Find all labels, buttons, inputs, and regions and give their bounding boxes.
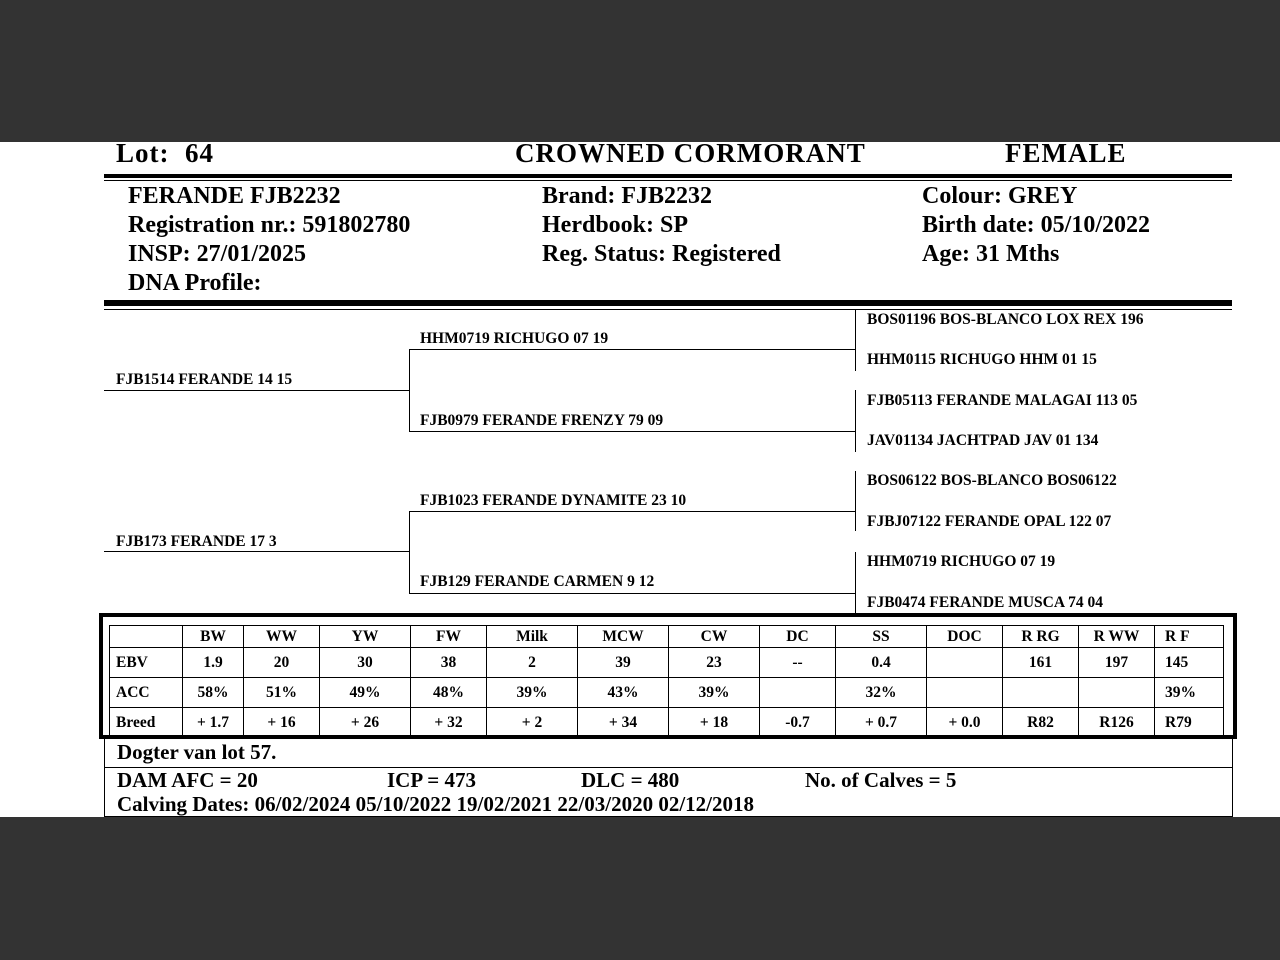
ebv-cell: 30 — [320, 648, 411, 678]
ebv-cell: R126 — [1079, 708, 1155, 738]
dam-dlc: DLC = 480 — [581, 768, 680, 792]
ebv-row-label: ACC — [110, 678, 183, 708]
ebv-row-ebv — [110, 648, 1224, 678]
ebv-cell: 0.4 — [836, 648, 927, 678]
sire-line — [104, 390, 409, 391]
ebv-col-header: R RG — [1003, 626, 1079, 648]
pedigree-ggp-6: FJBJ07122 FERANDE OPAL 122 07 — [867, 513, 1112, 530]
ebv-cell: 58% — [183, 678, 244, 708]
sire-branch-vline — [409, 349, 410, 431]
ebv-cell: R82 — [1003, 708, 1079, 738]
header-rule-thin — [104, 180, 1232, 181]
ggp-vline-2 — [855, 390, 856, 452]
pedigree-sire-dam: FJB0979 FERANDE FRENZY 79 09 — [420, 412, 664, 429]
ebv-cell: 145 — [1155, 648, 1224, 678]
ebv-row-acc — [110, 678, 1224, 708]
dam-branch-vline — [409, 511, 410, 593]
calving-dates: Calving Dates: 06/02/2024 05/10/2022 19/02/2021 22/03/2020 02/12/2018 — [117, 792, 755, 816]
pedigree-ggp-8: FJB0474 FERANDE MUSCA 74 04 — [867, 594, 1103, 611]
ebv-col-header: BW — [183, 626, 244, 648]
dam-stats — [104, 768, 1233, 817]
header-rule-thick — [104, 174, 1232, 178]
ebv-col-header: CW — [669, 626, 760, 648]
ebv-cell: 20 — [244, 648, 320, 678]
ebv-cell: 161 — [1003, 648, 1079, 678]
ebv-col-header: YW — [320, 626, 411, 648]
ebv-cell — [1003, 678, 1079, 708]
insp-date: INSP: 27/01/2025 — [128, 241, 307, 267]
ebv-cell: 39% — [669, 678, 760, 708]
pedigree-ggp-3: FJB05113 FERANDE MALAGAI 113 05 — [867, 392, 1138, 409]
ebv-cell: + 1.7 — [183, 708, 244, 738]
comment-text: Dogter van lot 57. — [117, 740, 277, 764]
ebv-cell — [927, 678, 1003, 708]
pedigree-dam-sire: FJB1023 FERANDE DYNAMITE 23 10 — [420, 492, 687, 509]
ebv-cell: + 0.0 — [927, 708, 1003, 738]
comment-row — [104, 739, 1233, 768]
pedigree-ggp-1: BOS01196 BOS-BLANCO LOX REX 196 — [867, 311, 1144, 328]
ggp-vline-1 — [855, 309, 856, 371]
sire-dam-line — [409, 431, 855, 432]
ebv-cell: R79 — [1155, 708, 1224, 738]
ebv-cell: 51% — [244, 678, 320, 708]
pedigree-ggp-5: BOS06122 BOS-BLANCO BOS06122 — [867, 472, 1117, 489]
dam-calves: No. of Calves = 5 — [805, 768, 957, 792]
ebv-col-header: DOC — [927, 626, 1003, 648]
ebv-cell: + 0.7 — [836, 708, 927, 738]
ebv-cell: + 2 — [487, 708, 578, 738]
stud-name: CROWNED CORMORANT — [515, 138, 866, 168]
ebv-panel — [99, 613, 1237, 739]
age: Age: 31 Mths — [922, 241, 1060, 267]
ebv-col-header — [110, 626, 183, 648]
dam-afc: DAM AFC = 20 — [117, 768, 258, 792]
pedigree-dam-dam: FJB129 FERANDE CARMEN 9 12 — [420, 573, 655, 590]
colour: Colour: GREY — [922, 183, 1078, 209]
ebv-cell: + 34 — [578, 708, 669, 738]
ebv-cell: + 18 — [669, 708, 760, 738]
ebv-col-header: R WW — [1079, 626, 1155, 648]
pedigree-sire: FJB1514 FERANDE 14 15 — [116, 371, 293, 388]
ebv-col-header: DC — [760, 626, 836, 648]
ebv-cell: 39 — [578, 648, 669, 678]
ebv-col-header: FW — [411, 626, 487, 648]
animal-name: FERANDE FJB2232 — [128, 183, 341, 209]
ggp-vline-4 — [855, 552, 856, 613]
info-rule-thick — [104, 300, 1232, 306]
animal-info-left — [128, 182, 410, 298]
brand: Brand: FJB2232 — [542, 183, 713, 209]
pedigree-ggp-4: JAV01134 JACHTPAD JAV 01 134 — [867, 432, 1099, 449]
ebv-cell — [927, 648, 1003, 678]
dam-sire-line — [409, 511, 855, 512]
pedigree-ggp-2: HHM0115 RICHUGO HHM 01 15 — [867, 351, 1097, 368]
ebv-row-breed — [110, 708, 1224, 738]
ebv-col-header: SS — [836, 626, 927, 648]
ebv-cell: + 26 — [320, 708, 411, 738]
ebv-cell: -- — [760, 648, 836, 678]
ebv-col-header: MCW — [578, 626, 669, 648]
ebv-cell: 43% — [578, 678, 669, 708]
dam-line — [104, 551, 409, 552]
ebv-cell: 32% — [836, 678, 927, 708]
pedigree-dam: FJB173 FERANDE 17 3 — [116, 533, 277, 550]
ebv-cell: + 16 — [244, 708, 320, 738]
animal-info-right — [922, 182, 1150, 269]
ebv-row-label: Breed — [110, 708, 183, 738]
ebv-cell: 23 — [669, 648, 760, 678]
lot-label — [116, 138, 214, 169]
ebv-cell: 48% — [411, 678, 487, 708]
ebv-cell: 1.9 — [183, 648, 244, 678]
ebv-col-header: R F — [1155, 626, 1224, 648]
ebv-row-label: EBV — [110, 648, 183, 678]
sex-label: FEMALE — [1005, 138, 1127, 168]
herdbook: Herdbook: SP — [542, 212, 689, 238]
info-rule-thin — [104, 309, 1232, 310]
ebv-table — [109, 625, 1224, 738]
pedigree-sire-sire: HHM0719 RICHUGO 07 19 — [420, 330, 609, 347]
animal-info-middle — [542, 182, 781, 269]
lot-card — [0, 138, 1280, 817]
ebv-cell: -0.7 — [760, 708, 836, 738]
ggp-vline-3 — [855, 471, 856, 531]
ebv-cell — [1079, 678, 1155, 708]
ebv-cell: 39% — [487, 678, 578, 708]
ebv-cell: 2 — [487, 648, 578, 678]
lot-number: 64 — [185, 138, 214, 168]
reg-status: Reg. Status: Registered — [542, 241, 781, 267]
ebv-col-header: WW — [244, 626, 320, 648]
ebv-col-header: Milk — [487, 626, 578, 648]
lot-label-text: Lot: — [116, 138, 170, 168]
ebv-cell: 197 — [1079, 648, 1155, 678]
ebv-cell: 49% — [320, 678, 411, 708]
ebv-header-row — [110, 626, 1224, 648]
sire-sire-line — [409, 349, 855, 350]
ebv-cell: + 32 — [411, 708, 487, 738]
pedigree-ggp-7: HHM0719 RICHUGO 07 19 — [867, 553, 1056, 570]
registration-number: Registration nr.: 591802780 — [128, 212, 411, 238]
dam-icp: ICP = 473 — [387, 768, 476, 792]
ebv-cell: 38 — [411, 648, 487, 678]
dam-dam-line — [409, 593, 855, 594]
ebv-cell: 39% — [1155, 678, 1224, 708]
ebv-cell — [760, 678, 836, 708]
dna-profile: DNA Profile: — [128, 270, 262, 296]
birth-date: Birth date: 05/10/2022 — [922, 212, 1150, 238]
